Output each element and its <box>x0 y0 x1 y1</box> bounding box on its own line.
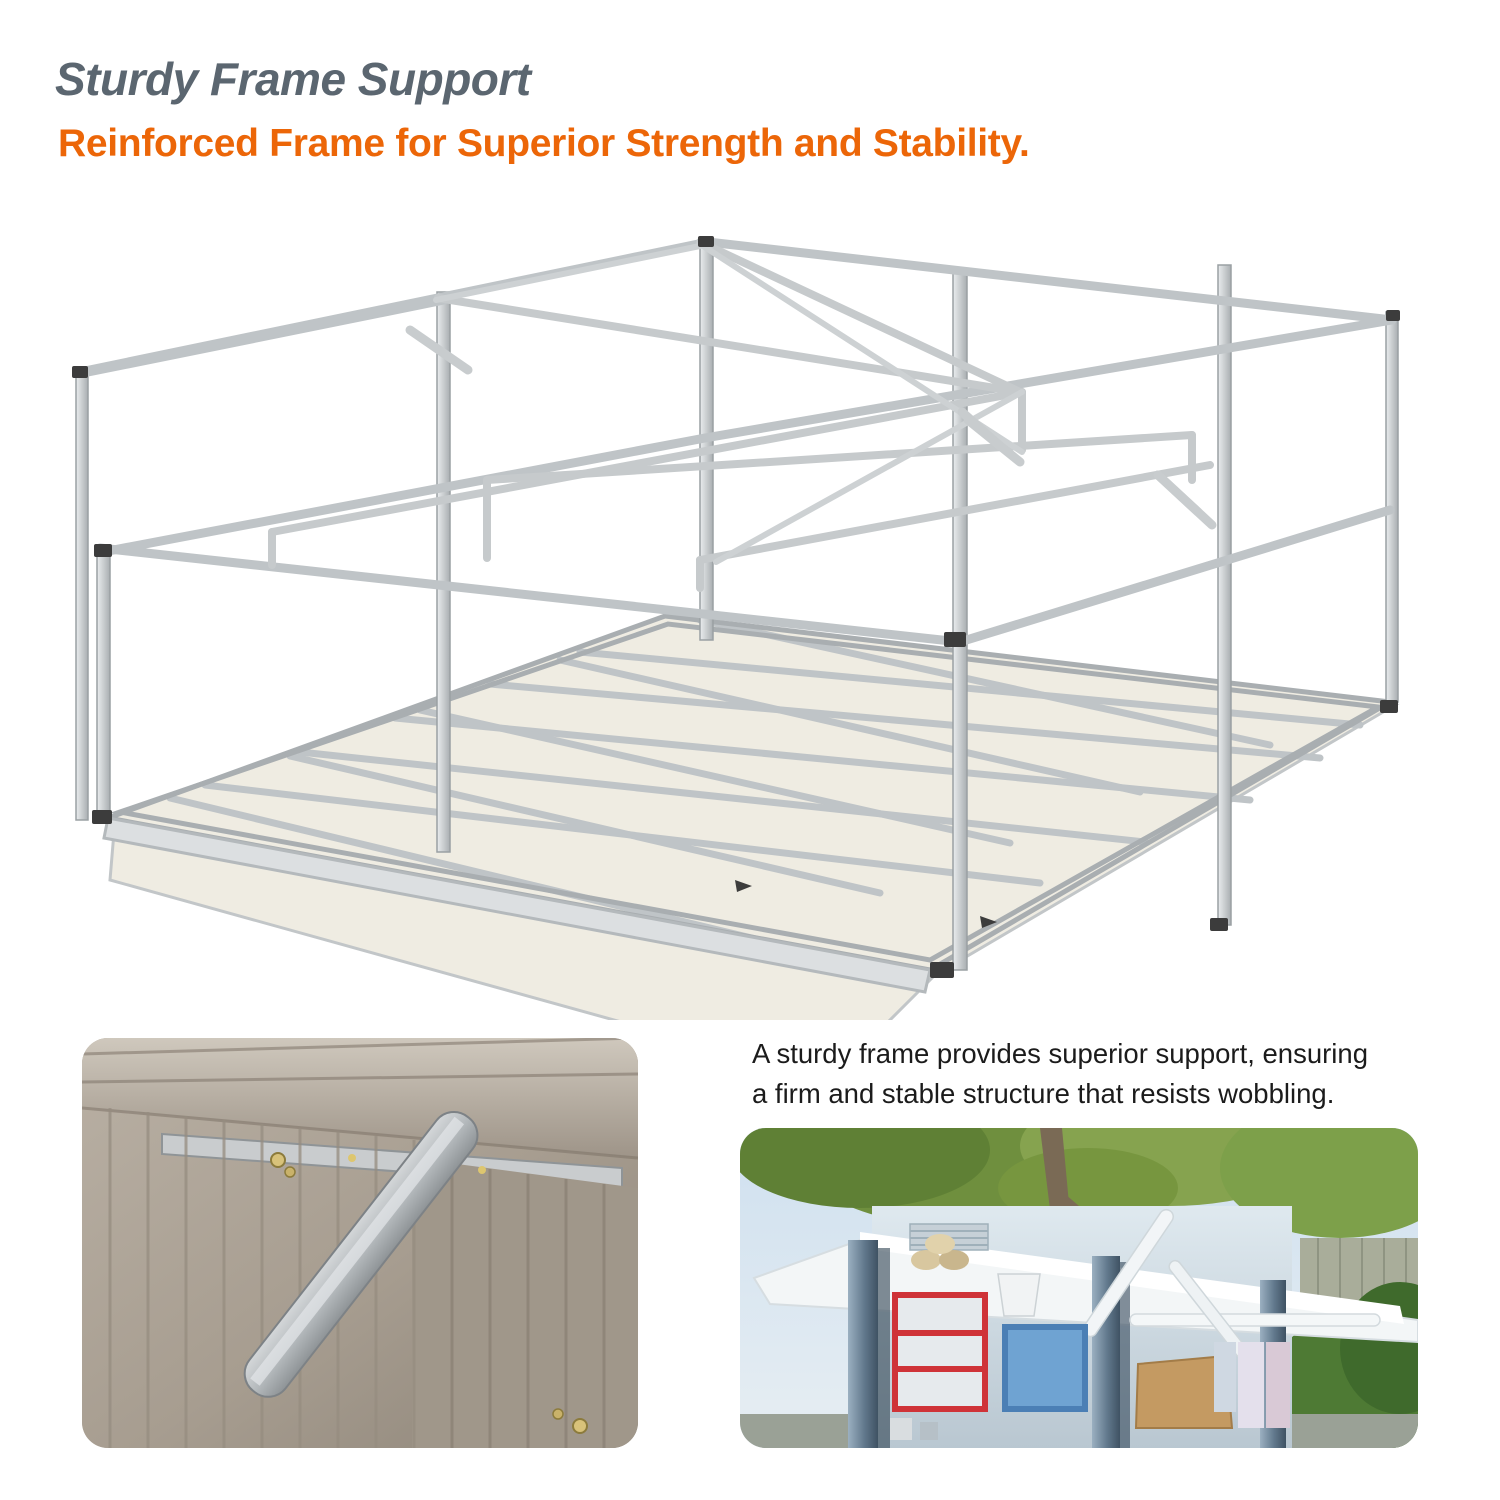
frame-diagram <box>0 180 1500 1020</box>
caption-line-1: A sturdy frame provides superior support, ensuring <box>752 1038 1368 1069</box>
page-subtitle: Reinforced Frame for Superior Strength and Stability. <box>58 122 1030 165</box>
photo-shed-frame-outdoor <box>740 1128 1418 1448</box>
caption-line-2: a firm and stable structure that resists wobbling. <box>752 1077 1335 1109</box>
photo-interior-brace-closeup <box>82 1038 638 1448</box>
roof-rafters <box>272 242 1210 588</box>
shed-frame-assembly-wireframe <box>0 180 1500 1020</box>
interior-brace-photo-graphic <box>82 1038 638 1448</box>
page-title: Sturdy Frame Support <box>55 53 531 105</box>
outdoor-shed-photo-graphic <box>740 1128 1418 1448</box>
caption-text <box>752 1034 1482 1114</box>
